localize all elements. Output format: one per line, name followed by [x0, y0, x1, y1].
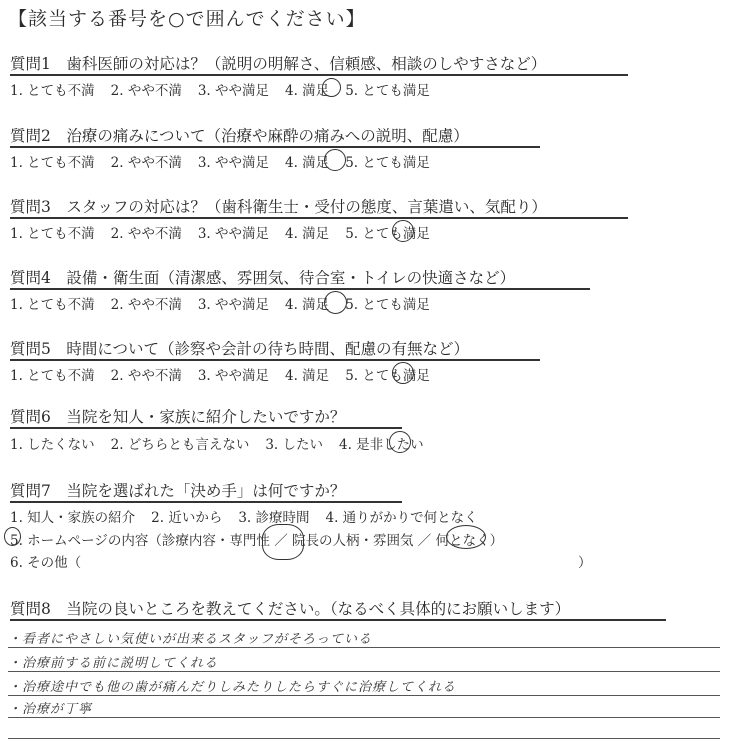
option-4[interactable]: 4. 満足	[285, 368, 330, 384]
option-row	[10, 79, 446, 99]
answer-line-1: ・看者にやさしい気使いが出来るスタッフがそろっている	[8, 632, 373, 647]
answer-line-2: ・治療前する前に説明してくれる	[8, 656, 219, 671]
option-3[interactable]: 3. やや満足	[197, 83, 270, 99]
option-6-row	[10, 551, 97, 571]
option-3[interactable]: 3. やや満足	[197, 155, 270, 171]
option-5[interactable]: 5. ホームページの内容（診療内容・専門性 ／ 院長の人柄・雰囲気 ／ 何となく）	[10, 533, 504, 549]
answer-circle-atmosphere	[446, 525, 486, 549]
answer-circle	[392, 220, 414, 242]
option-row	[10, 293, 446, 313]
answer-circle	[389, 431, 411, 453]
answer-circle	[324, 291, 347, 314]
option-row	[10, 222, 446, 242]
option-2[interactable]: 2. やや不満	[110, 368, 182, 384]
question-title: 質問6 当院を知人・家族に紹介したいですか？	[10, 408, 346, 426]
option-5[interactable]: 5. とても満足	[345, 155, 430, 171]
answer-circle	[4, 527, 21, 546]
option-5[interactable]: 5. とても満足	[345, 368, 430, 384]
option-5[interactable]: 5. とても満足	[345, 297, 430, 313]
option-2[interactable]: 2. どちらとも言えない	[110, 437, 250, 453]
option-2[interactable]: 2. やや不満	[110, 297, 182, 313]
question-title: 質問1 歯科医師の対応は？（説明の明解さ、信頼感、相談のしやすさなど）	[10, 55, 547, 73]
option-3[interactable]: 3. やや満足	[197, 226, 270, 242]
answer-circle-specialty	[262, 524, 304, 560]
option-4[interactable]: 4. 是非したい	[339, 437, 424, 453]
option-5[interactable]: 5. とても満足	[345, 226, 430, 242]
option-3[interactable]: 3. やや満足	[197, 297, 270, 313]
other-close-paren: ）	[578, 555, 592, 571]
option-3[interactable]: 3. したい	[265, 437, 324, 453]
option-2[interactable]: 2. 近いから	[151, 510, 223, 526]
question-title: 質問4 設備・衛生面（清潔感、雰囲気、待合室・トイレの快適さなど）	[10, 269, 516, 287]
answer-circle	[324, 149, 346, 171]
option-1[interactable]: 1. とても不満	[10, 226, 95, 242]
option-2[interactable]: 2. やや不満	[110, 83, 182, 99]
option-1[interactable]: 1. とても不満	[10, 368, 95, 384]
question-title: 質問2 治療の痛みについて（治療や麻酔の痛みへの説明、配慮）	[10, 127, 469, 145]
option-1[interactable]: 1. とても不満	[10, 297, 95, 313]
question-title: 質問5 時間について（診察や会計の待ち時間、配慮の有無など）	[10, 340, 470, 358]
option-row	[10, 151, 446, 171]
option-4[interactable]: 4. 通りがかりで何となく	[325, 510, 478, 526]
answer-line-4: ・治療が丁寧	[8, 702, 93, 717]
question-title: 質問3 スタッフの対応は？（歯科衛生士・受付の態度、言葉遣い、気配り）	[10, 198, 547, 216]
option-1[interactable]: 1. 知人・家族の紹介	[10, 510, 136, 526]
option-4[interactable]: 4. 満足	[285, 155, 330, 171]
option-row	[10, 433, 440, 453]
answer-circle	[392, 362, 414, 384]
answer-line-3: ・治療途中でも他の歯が痛んだりしみたりしたらすぐに治療してくれる	[8, 680, 457, 695]
option-row	[10, 506, 494, 526]
question-title: 質問8 当院の良いところを教えてください。（なるべく具体的にお願いします）	[10, 600, 571, 618]
option-3[interactable]: 3. やや満足	[197, 368, 270, 384]
option-1[interactable]: 1. したくない	[10, 437, 95, 453]
page-header: 【該当する番号を○で囲んでください】	[8, 8, 366, 30]
option-2[interactable]: 2. やや不満	[110, 155, 182, 171]
option-4[interactable]: 4. 満足	[285, 83, 330, 99]
answer-circle	[322, 78, 341, 97]
option-3[interactable]: 3. 診療時間	[238, 510, 310, 526]
option-row	[10, 364, 446, 384]
question-title: 質問7 当院を選ばれた「決め手」は何ですか？	[10, 482, 346, 500]
option-5[interactable]: 5. とても満足	[345, 83, 430, 99]
option-2[interactable]: 2. やや不満	[110, 226, 182, 242]
option-6[interactable]: 6. その他（	[10, 555, 82, 571]
option-1[interactable]: 1. とても不満	[10, 155, 95, 171]
option-4[interactable]: 4. 満足	[285, 297, 330, 313]
option-4[interactable]: 4. 満足	[285, 226, 330, 242]
option-1[interactable]: 1. とても不満	[10, 83, 95, 99]
